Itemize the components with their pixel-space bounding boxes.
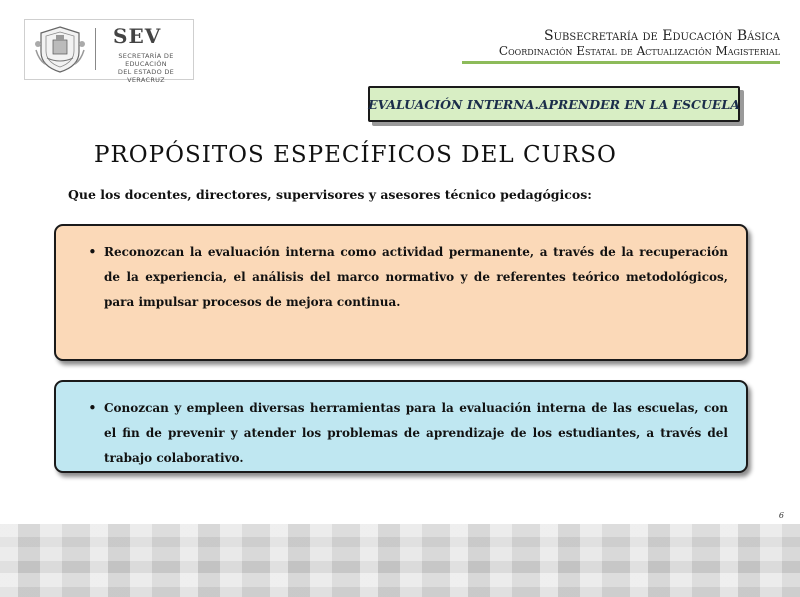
header-line-1: Subsecretaría de Educación Básica: [544, 28, 780, 44]
sev-logo: [24, 19, 194, 84]
intro-text: Que los docentes, directores, supervisores y asesores técnico pedagógicos:: [68, 187, 592, 202]
coat-of-arms-icon: [33, 24, 87, 74]
bullet-icon: •: [88, 399, 97, 417]
footer-pattern: [0, 524, 800, 597]
course-tag-part2: APRENDER EN LA ESCUELA: [538, 96, 740, 112]
logo-subtitle-line2: DEL ESTADO DE VERACRUZ: [117, 68, 175, 84]
purpose-card-1: [54, 224, 748, 361]
course-tag: [368, 86, 740, 122]
logo-subtitle-line1: SECRETARÍA DE EDUCACIÓN: [118, 52, 174, 68]
course-tag-part1: EVALUACIÓN INTERNA.: [368, 96, 539, 112]
bullet-icon: •: [88, 243, 97, 261]
header-line-2: Coordinación Estatal de Actualización Magisterial: [498, 44, 780, 58]
purpose-card-2: [54, 380, 748, 473]
header-accent-line: [462, 61, 780, 64]
logo-abbreviation: SEV: [113, 24, 162, 48]
logo-divider: [95, 28, 96, 70]
page-title: PROPÓSITOS ESPECÍFICOS DEL CURSO: [94, 142, 617, 168]
purpose-text-2: Conozcan y empleen diversas herramientas para la evaluación interna de las escuelas, con el fin de prevenir y atender los problemas de aprendizaje de los estudiantes, a través del trabajo colaborativo.: [104, 401, 728, 465]
purpose-text-1: Reconozcan la evaluación interna como actividad permanente, a través de la recuperación de la experiencia, el análisis del marco normativo y de referentes teórico metodológicos, para impulsar procesos de mejora continua.: [104, 245, 728, 309]
page-number: 6: [778, 511, 784, 520]
logo-subtitle: [103, 52, 189, 84]
